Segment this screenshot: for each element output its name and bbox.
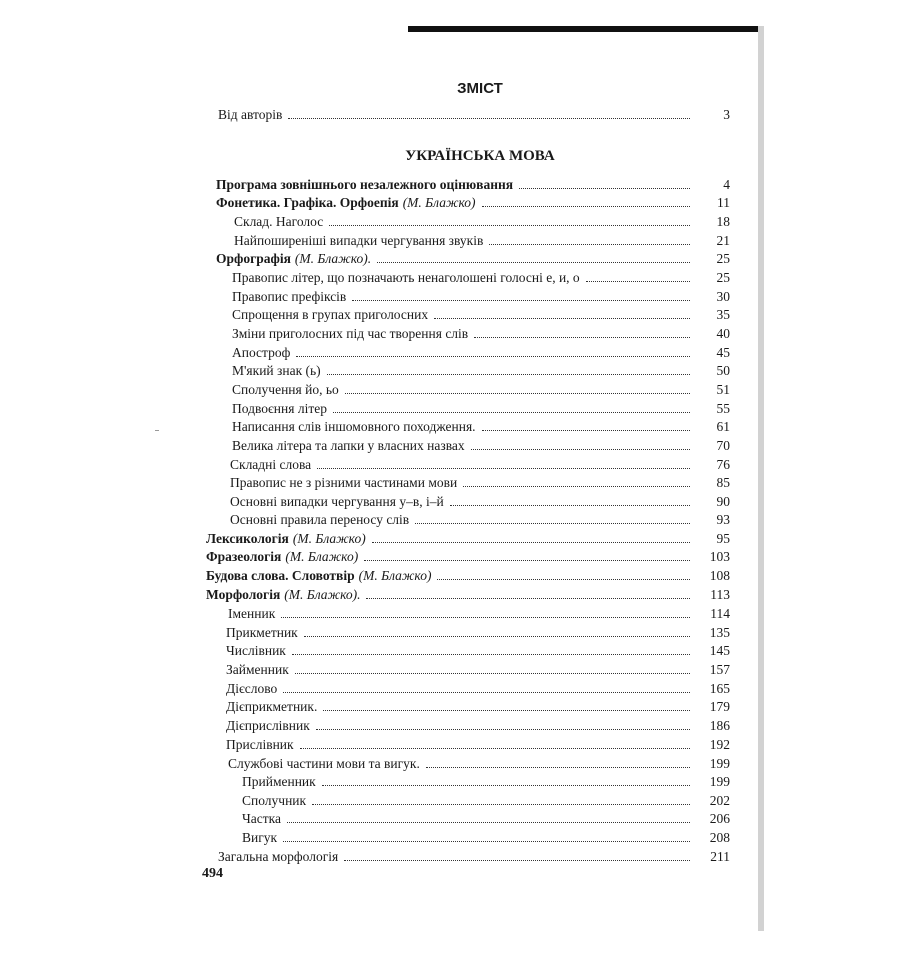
toc-entry-page: 192 [709,737,730,752]
toc-entry [230,511,730,529]
toc-entry [226,661,730,679]
leader-dots [296,356,690,357]
toc-entry-page: 90 [716,494,730,509]
toc-entry-page: 179 [709,699,730,714]
toc-entry-page: 211 [710,849,730,864]
toc-entry-page: 50 [716,363,730,378]
toc-entry-title: Апостроф [232,345,291,360]
leader-dots [415,523,690,524]
toc-entry-title: Від авторів [218,107,283,122]
toc-entry [216,194,730,212]
toc-entry-page: 165 [709,681,730,696]
toc-entry [234,232,730,250]
toc-entry-page: 11 [717,195,730,210]
toc-entry-page: 85 [716,475,730,490]
toc-entry-title: Зміни приголосних під час творення слів [232,326,469,341]
toc-entry [230,456,730,474]
toc-entry-author: (М. Блажко) [358,568,432,583]
toc-entry-title: Спрощення в групах приголосних [232,307,429,322]
toc-entry [216,250,730,268]
toc-entry-page: 3 [723,107,730,122]
leader-dots [364,560,690,561]
toc-entry [230,493,730,511]
toc-entry-author: (М. Блажко) [292,531,366,546]
toc-entry [232,418,730,436]
toc-entry [232,306,730,324]
toc-entry-author: (М. Блажко). [294,251,372,266]
toc-entry-page: 186 [709,718,730,733]
leader-dots [304,636,690,637]
toc-entry-title: Склад. Наголос [234,214,324,229]
toc-entry [242,773,730,791]
toc-entry-page: 95 [716,531,730,546]
toc-entry-title: Основні правила переносу слів [230,512,410,527]
toc-entry-title: Найпоширеніші випадки чергування звуків [234,233,484,248]
leader-dots [366,598,690,599]
toc-entry-title: Дієприслівник [226,718,310,733]
toc-entry [226,736,730,754]
toc-entry [232,400,730,418]
leader-dots [329,225,690,226]
toc-entry-page: 55 [716,401,730,416]
toc-entry [206,567,730,585]
toc-entry [232,288,730,306]
leader-dots [323,710,690,711]
toc-entry-page: 45 [716,345,730,360]
toc-entry-page: 202 [709,793,730,808]
toc-entry-title: Морфологія [206,587,281,602]
toc-entry-page: 25 [716,251,730,266]
toc-entry-title: Прикметник [226,625,298,640]
leader-dots [463,486,690,487]
top-rule [408,26,763,32]
leader-dots [352,300,690,301]
toc-entry [206,548,730,566]
toc-entry-page: 135 [709,625,730,640]
leader-dots [437,579,690,580]
leader-dots [317,468,690,469]
toc-entry-page: 157 [709,662,730,677]
leader-dots [312,804,690,805]
toc-entry-title: Службові частини мови та вигук. [228,756,420,771]
toc-entry-title: Вигук [242,830,278,845]
scan-speck [155,430,159,431]
toc-entry [232,362,730,380]
toc-entry-title: Правопис не з різними частинами мови [230,475,458,490]
leader-dots [519,188,690,189]
toc-entry [232,344,730,362]
toc-entry-page: 21 [716,233,730,248]
toc-entry-title: Числівник [226,643,286,658]
toc-entry-author: (М. Блажко). [284,587,361,602]
toc-entry-title: М'який знак (ь) [232,363,321,378]
toc-entry-title: Займенник [226,662,289,677]
toc-entry [242,829,730,847]
leader-dots [281,617,690,618]
leader-dots [471,449,690,450]
leader-dots [283,692,690,693]
toc-entry-title: Програма зовнішнього незалежного оцінювання [216,177,514,192]
leader-dots [295,673,690,674]
toc-entry [206,530,730,548]
leader-dots [316,729,690,730]
leader-dots [586,281,690,282]
leader-dots [434,318,690,319]
toc-entry-title: Фразеологія [206,549,282,564]
contents-title: ЗМІСТ [457,80,503,97]
toc-entry [206,586,730,604]
toc-entry-page: 35 [716,307,730,322]
page-edge-shadow [758,26,764,931]
toc-entry [234,213,730,231]
toc-entry-author: (М. Блажко) [285,549,359,564]
toc-entry-title: Дієслово [226,681,278,696]
leader-dots [333,412,690,413]
leader-dots [344,860,690,861]
toc-entry-page: 4 [723,177,730,192]
toc-entry-title: Правопис префіксів [232,289,347,304]
toc-entry-page: 206 [709,811,730,826]
toc-entry-page: 18 [716,214,730,229]
page-number: 494 [202,866,223,881]
leader-dots [283,841,690,842]
toc-entry [228,605,730,623]
toc-entry-page: 40 [716,326,730,341]
leader-dots [322,785,690,786]
toc-entry-title: Дієприкметник. [226,699,318,714]
toc-entry [216,176,730,194]
toc-entry-title: Будова слова. Словотвір [206,568,355,583]
toc-entry [226,624,730,642]
leader-dots [327,374,690,375]
leader-dots [292,654,690,655]
leader-dots [372,542,690,543]
toc-entry-title: Велика літера та лапки у власних назвах [232,438,465,453]
leader-dots [345,393,690,394]
toc-entry [218,106,730,124]
toc-entry-title: Подвоєння літер [232,401,327,416]
toc-entry-title: Орфографія [216,251,291,266]
toc-entry-title: Фонетика. Графіка. Орфоепія [216,195,399,210]
toc-entry-page: 30 [716,289,730,304]
toc-entry-title: Сполучник [242,793,307,808]
toc-entry [226,642,730,660]
toc-entry-page: 199 [709,774,730,789]
toc-entry-page: 76 [716,457,730,472]
toc-entry [230,474,730,492]
toc-entry-page: 61 [716,419,730,434]
toc-entry [226,698,730,716]
toc-entry [242,810,730,828]
toc-entry [232,437,730,455]
leader-dots [300,748,690,749]
toc-entry-page: 208 [709,830,730,845]
section-title: УКРАЇНСЬКА МОВА [405,148,555,164]
leader-dots [489,244,690,245]
toc-entry-page: 108 [709,568,730,583]
toc-entry-title: Іменник [228,606,276,621]
toc-entry-title: Сполучення йо, ьо [232,382,339,397]
toc-entry-author: (М. Блажко) [402,195,476,210]
toc-entry-page: 103 [709,549,730,564]
toc-entry-title: Основні випадки чергування у–в, і–й [230,494,444,509]
toc-entry-page: 93 [716,512,730,527]
toc-entry-title: Складні слова [230,457,312,472]
toc-entry [232,381,730,399]
toc-entry [218,848,730,866]
leader-dots [377,262,690,263]
toc-entry-page: 114 [710,606,730,621]
leader-dots [287,822,690,823]
leader-dots [288,118,690,119]
toc-entry-page: 70 [716,438,730,453]
toc-entry [226,717,730,735]
toc-entry-page: 145 [709,643,730,658]
toc-entry [242,792,730,810]
leader-dots [482,430,690,431]
leader-dots [426,767,690,768]
toc-entry-title: Прийменник [242,774,316,789]
leader-dots [474,337,690,338]
toc-entry [232,325,730,343]
toc-entry [232,269,730,287]
leader-dots [482,206,690,207]
toc-entry-title: Загальна морфологія [218,849,339,864]
toc-entry-title: Написання слів іншомовного походження. [232,419,476,434]
toc-entry-page: 51 [716,382,730,397]
toc-entry-title: Правопис літер, що позначають ненаголошені голосні е, и, о [232,270,580,285]
toc-entry [226,680,730,698]
toc-entry [228,755,730,773]
toc-entry-title: Прислівник [226,737,294,752]
toc-entry-page: 199 [709,756,730,771]
toc-entry-title: Лексикологія [206,531,289,546]
leader-dots [450,505,690,506]
toc-entry-page: 25 [716,270,730,285]
toc-entry-page: 113 [710,587,730,602]
toc-entry-title: Частка [242,811,282,826]
